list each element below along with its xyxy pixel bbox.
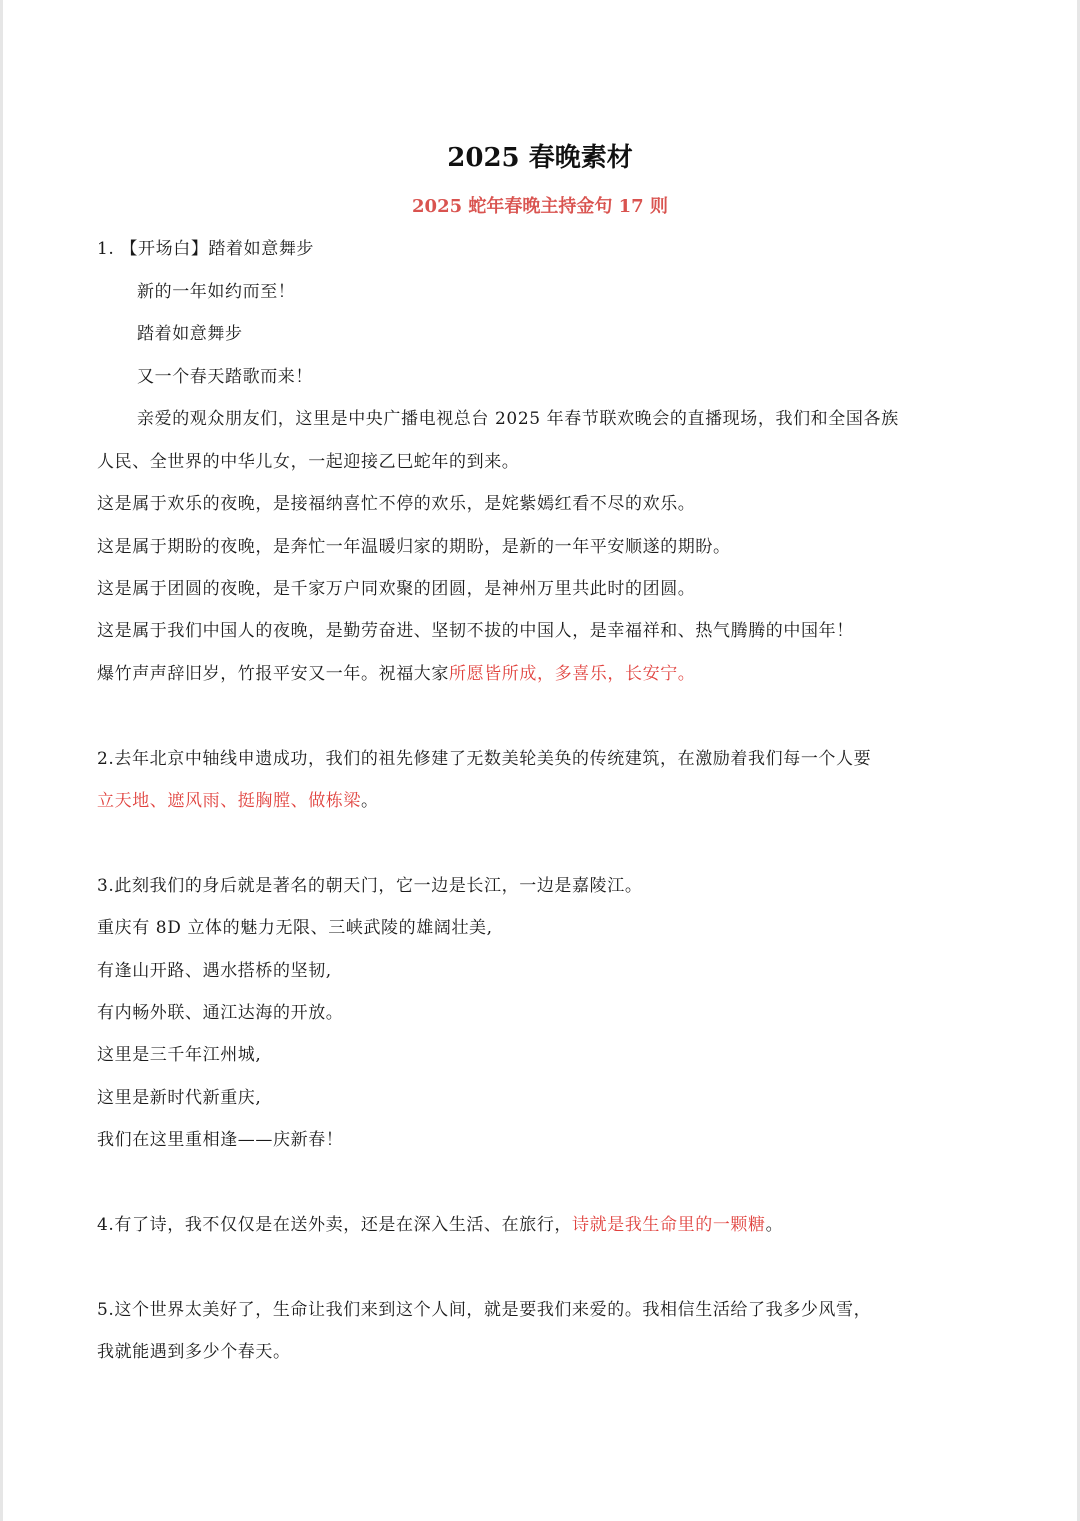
item3-line3: 有逢山开路、遇水搭桥的坚韧, — [97, 961, 332, 981]
item1-line10 — [97, 658, 695, 690]
page-edge-left — [0, 0, 3, 1521]
item3-line7: 我们在这里重相逢——庆新春！ — [97, 1130, 344, 1150]
item1-line2: 踏着如意舞步 — [137, 324, 243, 344]
item3-line4: 有内畅外联、通江达海的开放。 — [97, 1003, 344, 1023]
item2-line2-highlight: 立天地、遮风雨、挺胸膛、做栋梁 — [97, 791, 361, 811]
item4-line1 — [97, 1209, 783, 1241]
item2-line1: 2.去年北京中轴线申遗成功，我们的祖先修建了无数美轮美奂的传统建筑，在激励着我们每一个人要 — [97, 749, 872, 769]
item2-line2 — [97, 785, 379, 817]
item1-line9: 这是属于我们中国人的夜晚，是勤劳奋进、坚韧不拔的中国人，是幸福祥和、热气腾腾的中国年！ — [97, 621, 854, 641]
item1-line3: 又一个春天踏歌而来！ — [137, 367, 313, 387]
page-subtitle: 2025 蛇年春晚主持金句 17 则 — [412, 196, 668, 217]
item1-heading: 1. 【开场白】踏着如意舞步 — [97, 239, 315, 259]
item1-line6: 这是属于欢乐的夜晚，是接福纳喜忙不停的欢乐，是姹紫嫣红看不尽的欢乐。 — [97, 494, 696, 514]
item1-line4: 亲爱的观众朋友们，这里是中央广播电视总台 2025 年春节联欢晚会的直播现场，我们和全国各族 — [137, 409, 899, 429]
item5-line1: 5.这个世界太美好了，生命让我们来到这个人间，就是要我们来爱的。我相信生活给了我多少风雪， — [97, 1300, 872, 1320]
item3-line1: 3.此刻我们的身后就是著名的朝天门，它一边是长江，一边是嘉陵江。 — [97, 876, 643, 896]
item1-line1: 新的一年如约而至！ — [137, 282, 296, 302]
item4-line1-plain: 4.有了诗，我不仅仅是在送外卖，还是在深入生活、在旅行， — [97, 1215, 573, 1235]
item5-line2: 我就能遇到多少个春天。 — [97, 1342, 291, 1362]
item1-line10-highlight: 所愿皆所成，多喜乐，长安宁。 — [449, 664, 696, 684]
page-title: 2025 春晚素材 — [447, 143, 633, 173]
item1-line8: 这是属于团圆的夜晚，是千家万户同欢聚的团圆，是神州万里共此时的团圆。 — [97, 579, 696, 599]
item1-line5: 人民、全世界的中华儿女，一起迎接乙巳蛇年的到来。 — [97, 452, 520, 472]
item3-line6: 这里是新时代新重庆, — [97, 1088, 262, 1108]
item1-line7: 这是属于期盼的夜晚，是奔忙一年温暖归家的期盼，是新的一年平安顺遂的期盼。 — [97, 537, 731, 557]
item4-line1-highlight: 诗就是我生命里的一颗糖 — [572, 1215, 766, 1235]
item3-line2: 重庆有 8D 立体的魅力无限、三峡武陵的雄阔壮美, — [97, 918, 493, 938]
item3-line5: 这里是三千年江州城, — [97, 1045, 262, 1065]
item2-line2-plain: 。 — [361, 791, 379, 811]
item1-line10-plain: 爆竹声声辞旧岁，竹报平安又一年。祝福大家 — [97, 664, 449, 684]
item4-line1-end: 。 — [765, 1215, 784, 1235]
